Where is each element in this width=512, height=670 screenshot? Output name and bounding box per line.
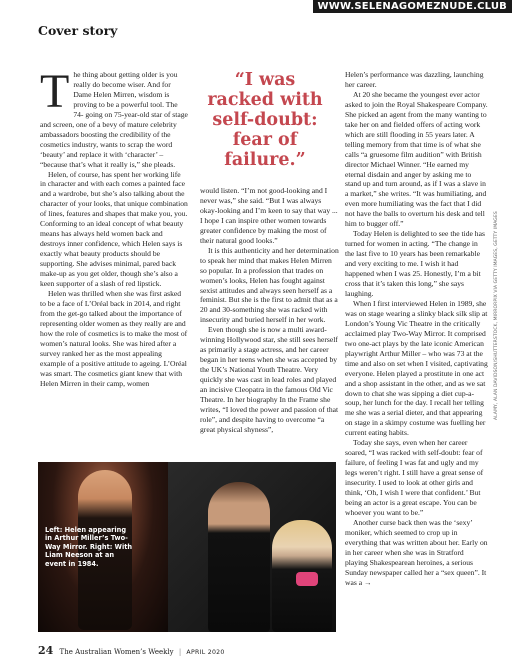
paragraph: When I first interviewed Helen in 1989, she was on stage wearing a slinky black silk slip at London’s Young Vic Theatre in the critically acclaimed play Two-Way Mirror. It comprised two one-act plays by the late iconic American playwright Arthur Miller – who was 73 at the time and also on set when I visited, captivating everyone. Helen played a prostitute in one act and a shop assistant in the other, and as we sat down to chat she was sipping a diet cup-a-soup, her lunch for the day. I recall her telling me she was a serial dieter, and that appearing on stage in a skimpy costume was fuelling her current eating habits. — [345, 298, 488, 438]
photo-stage-play — [38, 462, 168, 632]
drop-cap: T — [40, 65, 70, 118]
watermark-banner: WWW.SELENAGOMEZNUDE.CLUB — [313, 0, 512, 13]
photo-spread — [38, 462, 336, 632]
paragraph: Even though she is now a multi award-winning Hollywood star, she still sees herself as primarily a stage actress, and her career began in her teens when she was accepted by the UK’s National Youth Theatre. Very quickly she was cast in lead roles and played an incisive Cleopatra in the famous Old Vic Theatre. In her biography In the Frame she writes, “I loved the power and passion of that role”, and despite having to overcome “a great physical shyness”, — [200, 325, 339, 434]
paragraph: Another curse back then was the ‘sexy’ moniker, which seemed to crop up in everything that was written about her. Early on in her career when she was in Stratford playing Shakespearean heroines, a serious Sunday newspaper called her a “sex queen”. It was a → — [345, 517, 488, 587]
photo-caption: Left: Helen appearing in Arthur Miller’s Two-Way Mirror. Right: With Liam Neeson at an event in 1984. — [45, 526, 133, 568]
paragraph: Helen was thrilled when she was first asked to be a face of L’Oréal back in 2014, and right from the get-go talked about the importance of representing older women as they really are and how the role of cosmetics is to make the most of women’s natural looks. She was hired after a survey ranked her as the most appealing example of a positive attitude to ageing. L’Oréal was smart. The cosmetics giant knew that with Helen Mirren in their camp, women — [40, 288, 188, 388]
paragraph: he thing about getting older is you really do become wiser. And for Dame Helen Mirren, wisdom is proving to be a powerful tool. The 74- going on 75-year-old star of stage and screen, one of a bevy of mature celebrity ambassadors boosting the credibility of the cosmetics industry, wants to scrap the word ‘beauty’ and replace it with ‘character’ – “because that’s what it really is,” she pleads. — [40, 70, 188, 169]
section-label: Cover story — [38, 23, 118, 38]
article-column-2 — [200, 186, 339, 435]
photo-figure — [208, 482, 270, 632]
paragraph: At 20 she became the youngest ever actor asked to join the Royal Shakespeare Company. She picked an agent from the many wanting to take her on and fielded offers of acting work which are still flooding in 55 years later. A telling memory from that time is of what she calls “a gruesome film audition” with British director Michael Winner. “He earned my eternal disdain and anger by asking me to stand up and turn around, as if I was a slave in a market,” she writes. “It was humiliating, and even more humiliating was the fact that I did not have the balls to overturn his desk and tell him to bugger off.” — [345, 89, 488, 229]
paragraph: Today Helen is delighted to see the tide has turned for women in acting. “The change in the last five to 10 years has been remarkable and very exciting to me. I wish it had happened when I was 25. Honestly, I’m a bit cross that it’s taken this long,” she says laughing. — [345, 229, 485, 298]
footer-separator: | — [178, 648, 182, 656]
page-number: 24 — [38, 644, 54, 657]
photo-bow — [296, 572, 318, 586]
page-footer — [38, 644, 225, 657]
paragraph: Helen, of course, has spent her working life in character and with each comes a painted face and a wardrobe, but she’s also talking about the character of your looks, that unique combination of lines, features and shapes that make you, you. Conforming to an ideal concept of what beauty means has always held women back and destroys inner confidence, which Helen says is exactly what beauty products should be supporting. She advises minimal, pared back make-up as you get older, though she’s also a keen supporter of a slash of red lipstick. — [40, 169, 188, 289]
paragraph: Today she says, even when her career soared, “I was racked with self-doubt: fear of failure, of feeling I was fat and ugly and my legs weren’t right. I still have a great sense of insecurity. I used to look at other girls and think, ‘Oh, I wish I were that confident.’ But being an actor is a great escape. You can be whoever you want to be.” — [345, 438, 484, 517]
photo-event-1984 — [168, 462, 336, 632]
article-column-3 — [345, 70, 488, 588]
article-column-1 — [40, 65, 188, 389]
publication-name: The Australian Women’s Weekly — [59, 648, 174, 656]
photo-credit: ALAMY, ALAN DAVIDSON/SHUTTERSTOCK, MIRRORPIX VIA GETTY IMAGES, GETTY IMAGES — [494, 211, 499, 420]
paragraph: Helen’s performance was dazzling, launching her career. — [345, 70, 484, 89]
pull-quote: “I was racked with self-doubt: fear of failure.” — [207, 70, 323, 170]
paragraph: It is this authenticity and her determination to speak her mind that makes Helen Mirren so popular. In a profession that trades on women’s looks, Helen has fought against sexist attitudes and always seen herself as a feminist. But she is the first to admit that as a 20 and 30-something she was racked with insecurity and buried herself in her work. — [200, 245, 339, 325]
paragraph: would listen. “I’m not good-looking and I never was,” she said. “But I was always okay-looking and I’m keen to say that way ... I hope I can inspire other women towards greater confidence by making the most of their natural good looks.” — [200, 186, 338, 245]
issue-date: APRIL 2020 — [186, 649, 225, 656]
